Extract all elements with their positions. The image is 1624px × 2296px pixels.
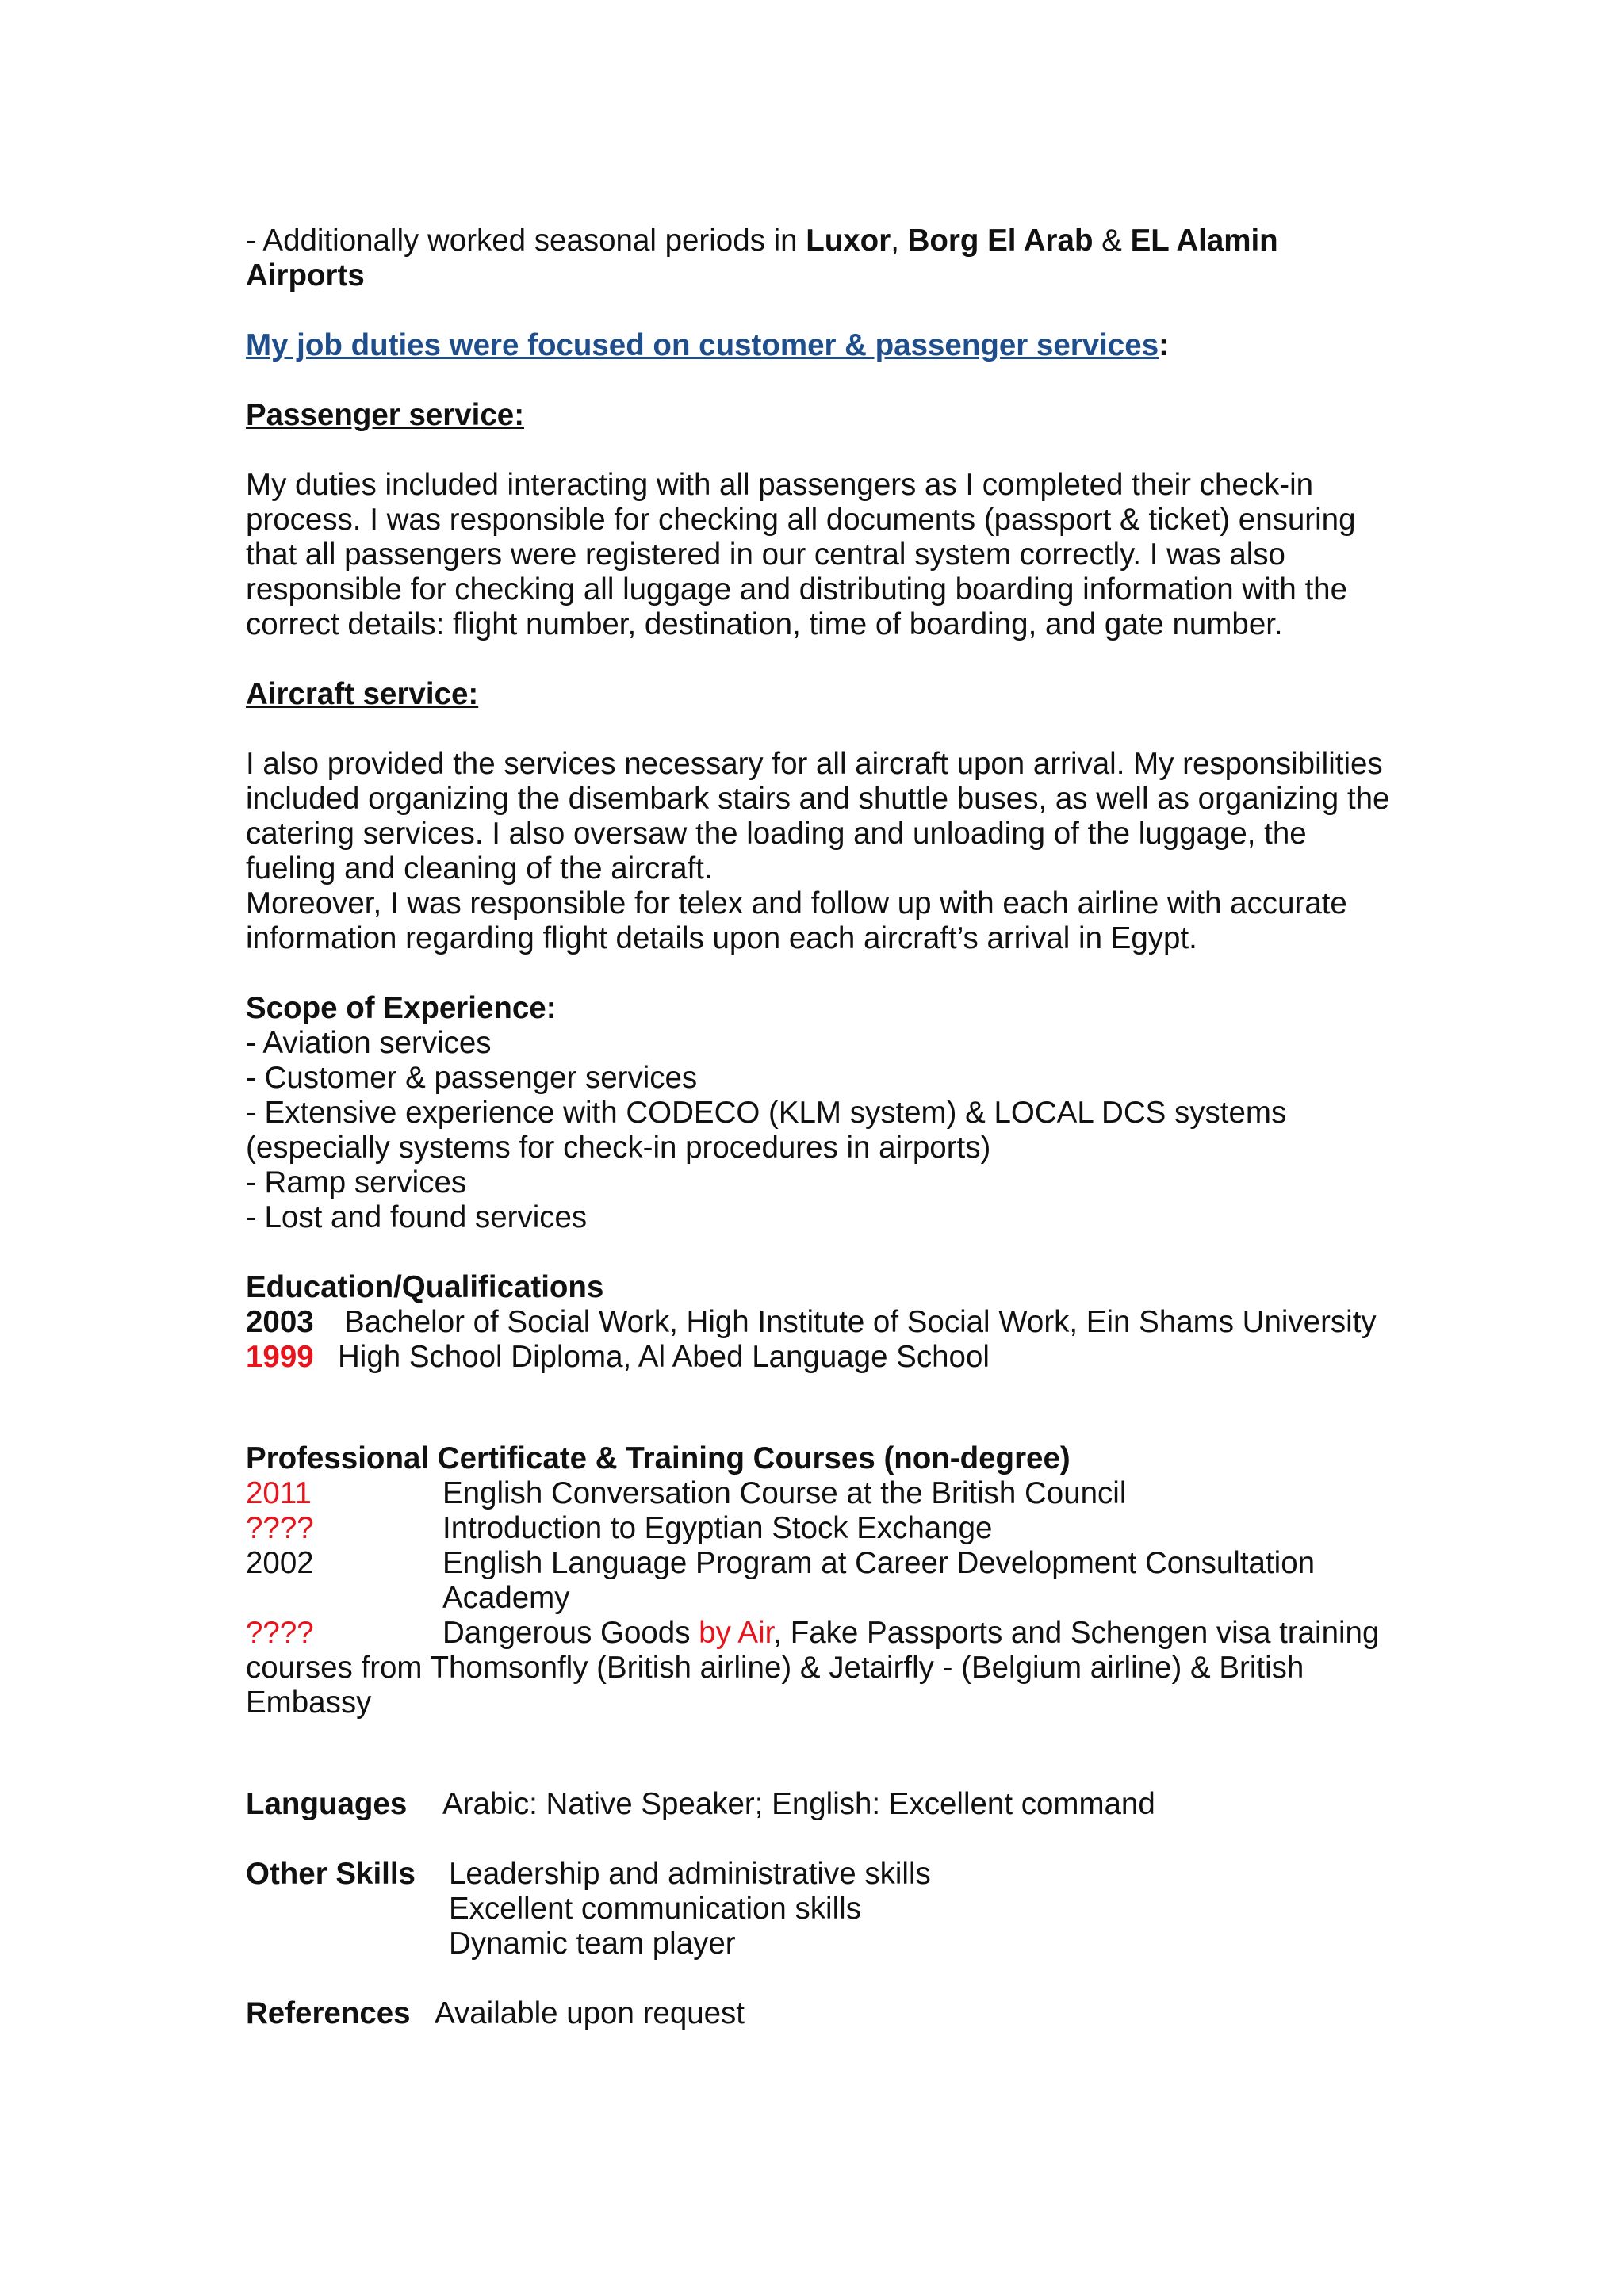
education-item xyxy=(246,1305,1404,1340)
skill-item: Leadership and administrative skills xyxy=(449,1857,931,1891)
location-luxor: Luxor xyxy=(806,224,891,258)
education-text: Bachelor of Social Work, High Institute of Social Work, Ein Shams University xyxy=(344,1305,1377,1339)
aircraft-text-line: Moreover, I was responsible for telex and follow up with each airline with accurate xyxy=(246,886,1347,920)
references-text: Available upon request xyxy=(435,1996,745,2030)
certificates-heading: Professional Certificate & Training Courses (non-degree) xyxy=(246,1441,1071,1475)
skill-item: Excellent communication skills xyxy=(449,1892,861,1926)
scope-item: - Extensive experience with CODECO (KLM system) & LOCAL DCS systems xyxy=(246,1096,1287,1130)
passenger-service-heading: Passenger service: xyxy=(246,398,525,432)
aircraft-text-line: I also provided the services necessary for all aircraft upon arrival. My responsibilities xyxy=(246,747,1383,781)
airports-word: Airports xyxy=(246,258,365,293)
intro-line-2 xyxy=(246,258,1404,293)
certificate-text: English Conversation Course at the British Council xyxy=(442,1476,1127,1510)
certificate-item xyxy=(246,1511,1404,1546)
aircraft-text-line: catering services. I also oversaw the loading and unloading of the luggage, the xyxy=(246,817,1307,851)
education-item xyxy=(246,1340,1404,1375)
skills-row xyxy=(246,1857,1404,1892)
education-text: High School Diploma, Al Abed Language School xyxy=(338,1340,990,1374)
certificate-continuation: courses from Thomsonfly (British airline) & Jetairfly - (Belgium airline) & British xyxy=(246,1651,1304,1685)
passenger-text-line: that all passengers were registered in our central system correctly. I was also xyxy=(246,538,1285,572)
certificate-item xyxy=(246,1616,1404,1651)
duties-heading: My job duties were focused on customer & passenger services: xyxy=(246,328,1169,362)
intro-line: - Additionally worked seasonal periods in Luxor, Borg El Arab & EL Alamin xyxy=(246,224,1278,258)
languages-label: Languages xyxy=(246,1787,408,1821)
education-heading: Education/Qualifications xyxy=(246,1270,604,1304)
certificate-year: ???? xyxy=(246,1616,314,1650)
aircraft-text-line: information regarding flight details upon each aircraft’s arrival in Egypt. xyxy=(246,921,1197,955)
certificate-year: ???? xyxy=(246,1511,314,1545)
scope-item: - Lost and found services xyxy=(246,1200,588,1234)
education-year: 2003 xyxy=(246,1305,314,1339)
passenger-text-line: correct details: flight number, destination, time of boarding, and gate number. xyxy=(246,607,1283,641)
passenger-text-line: process. I was responsible for checking all documents (passport & ticket) ensuring xyxy=(246,503,1356,537)
certificate-year: 2002 xyxy=(246,1546,314,1580)
passenger-text-line: My duties included interacting with all passengers as I completed their check-in xyxy=(246,468,1314,502)
certificate-item xyxy=(246,1476,1404,1511)
references-label: References xyxy=(246,1996,411,2030)
references-row xyxy=(246,1996,1404,2031)
certificate-text: Introduction to Egyptian Stock Exchange xyxy=(442,1511,993,1545)
certificate-continuation: Embassy xyxy=(246,1686,372,1720)
location-el-alamin: EL Alamin xyxy=(1130,224,1278,258)
passenger-text-line: responsible for checking all luggage and distributing boarding information with the xyxy=(246,572,1347,607)
scope-heading: Scope of Experience: xyxy=(246,991,557,1025)
location-borg-el-arab: Borg El Arab xyxy=(907,224,1094,258)
aircraft-service-heading: Aircraft service: xyxy=(246,677,479,711)
scope-item: - Customer & passenger services xyxy=(246,1061,698,1095)
certificate-text: English Language Program at Career Development Consultation Academy xyxy=(442,1546,1316,1615)
red-highlight: by Air xyxy=(699,1616,774,1650)
languages-row xyxy=(246,1787,1404,1822)
education-year: 1999 xyxy=(246,1340,314,1374)
aircraft-text-line: fueling and cleaning of the aircraft. xyxy=(246,851,713,886)
scope-item: - Ramp services xyxy=(246,1165,467,1200)
scope-item: - Aviation services xyxy=(246,1026,492,1060)
certificate-item xyxy=(246,1546,1404,1616)
aircraft-text-line: included organizing the disembark stairs and shuttle buses, as well as organizing the xyxy=(246,782,1390,816)
duties-heading-link[interactable]: My job duties were focused on customer & passenger services xyxy=(246,328,1159,362)
certificate-year: 2011 xyxy=(246,1476,312,1510)
skill-item: Dynamic team player xyxy=(449,1927,736,1961)
languages-text: Arabic: Native Speaker; English: Excellent command xyxy=(442,1787,1155,1821)
skills-label: Other Skills xyxy=(246,1857,416,1891)
scope-item: (especially systems for check-in procedures in airports) xyxy=(246,1131,991,1165)
certificate-text: Dangerous Goods by Air, Fake Passports and Schengen visa training xyxy=(442,1616,1380,1650)
resume-content xyxy=(246,224,1404,2031)
